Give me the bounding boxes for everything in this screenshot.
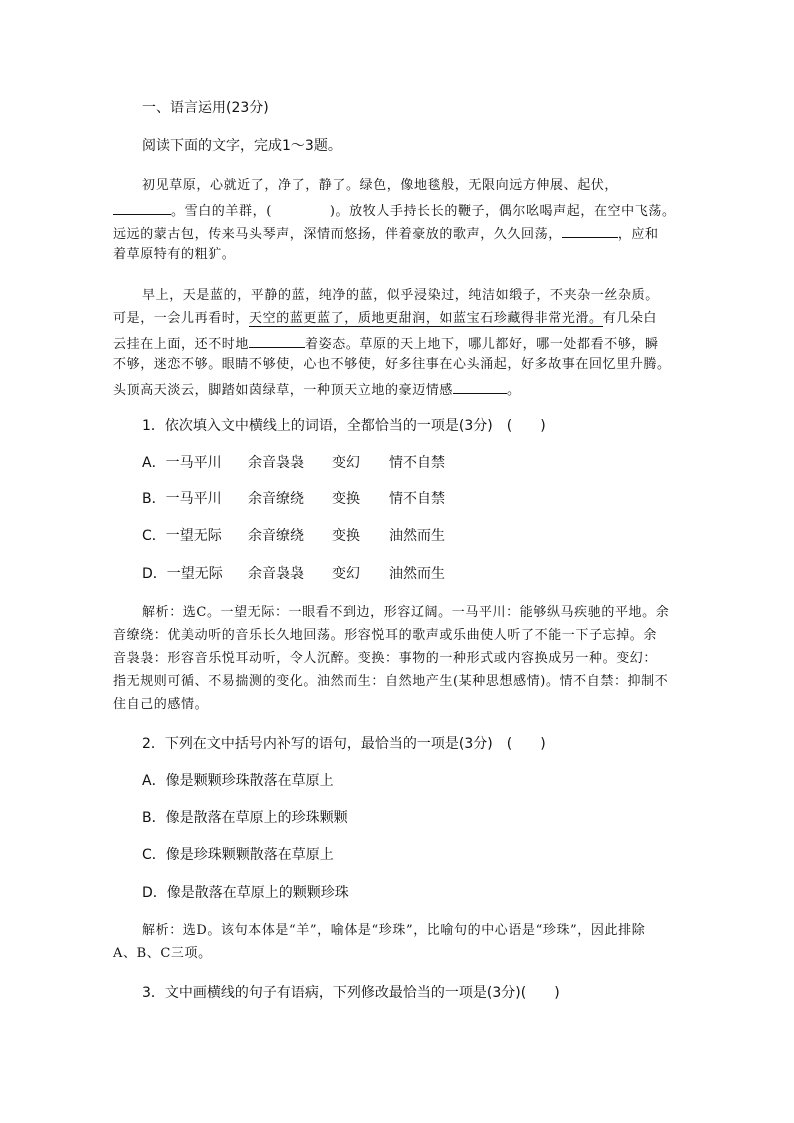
analysis-line: A、B、C三项。 [113, 946, 212, 961]
passage-text: 头顶高天淡云，脚踏如茵绿草，一种顶天立地的豪迈情感 [113, 383, 454, 398]
question-2-stem: 2．下列在文中括号内补写的语句，最恰当的一项是(3分) ( ) [142, 736, 546, 752]
passage-line: 初见草原，心就近了，净了，静了。绿色，像地毯般，无限向远方伸展、起伏， [142, 178, 619, 193]
q2-option-d: D．像是散落在草原上的颗颗珍珠 [142, 885, 349, 901]
option-word: 余音缭绕 [248, 491, 304, 507]
passage-line [113, 335, 659, 351]
option-word: 余音袅袅 [248, 455, 304, 471]
question-1-stem: 1．依次填入文中横线上的词语，全都恰当的一项是(3分) ( ) [142, 418, 546, 434]
passage-line: 不够，迷恋不够。眼睛不够使，心也不够使，好多往事在心头涌起，好多故事在回忆里升腾。 [113, 357, 671, 372]
option-word: 一马平川 [165, 455, 222, 471]
passage-text: 可是，一会儿再看时， [113, 311, 250, 326]
option-word: 情不自禁 [389, 491, 445, 507]
passage-text: )。放牧人手持长长的鞭子，偶尔吆喝声起，在空中飞荡。 [329, 204, 676, 219]
option-label: B． [142, 491, 166, 507]
option-word: 变换 [332, 528, 360, 544]
option-word: 情不自禁 [389, 455, 445, 471]
q2-option-c: C．像是珍珠颗颗散落在草原上 [142, 847, 334, 863]
option-label: D． [142, 566, 167, 582]
option-word: 余音袅袅 [248, 566, 304, 582]
passage-text: 远远的蒙古包，传来马头琴声，深情而悠扬，伴着豪放的歌声，久久回荡， [113, 227, 562, 242]
q1-option-a [142, 456, 222, 470]
underlined-sentence: 天空的蓝更蓝了，质地更甜润，如蓝宝石珍藏得非常光滑。 [249, 311, 603, 326]
passage-line [113, 202, 676, 218]
fill-blank [113, 202, 171, 215]
option-word: 一望无际 [166, 566, 223, 582]
option-word: 油然而生 [389, 566, 445, 582]
analysis-line: 指无规则可循、不易揣测的变化。油然而生：自然地产生(某种思想感情)。情不自禁：抑制不 [113, 674, 669, 689]
instruction: 阅读下面的文字，完成1～3题。 [142, 138, 342, 154]
option-word: 变换 [332, 491, 360, 507]
passage-line: 早上，天是蓝的，平静的蓝，纯净的蓝，似乎浸染过，纯洁如缎子，不夹杂一丝杂质。 [142, 288, 659, 303]
q1-option-d [142, 567, 223, 581]
analysis-line: 解析：选C。一望无际：一眼看不到边，形容辽阔。一马平川：能够纵马疾驰的平地。余 [142, 605, 670, 620]
q1-option-c [142, 529, 222, 543]
passage-line [113, 312, 657, 325]
passage-text: 有几朵白 [602, 311, 658, 326]
analysis-line: 音缭绕：优美动听的音乐长久地回荡。形容悦耳的歌声或乐曲使人听了不能一下子忘掉。余 [113, 628, 658, 643]
option-word: 一望无际 [165, 528, 222, 544]
fill-blank [562, 225, 618, 238]
q2-option-a: A．像是颗颗珍珠散落在草原上 [142, 773, 334, 789]
option-word: 变幻 [332, 566, 360, 582]
analysis-line: 解析：选D。该句本体是“羊”，喻体是“珍珠”，比喻句的中心语是“珍珠”，因此排除 [142, 923, 646, 938]
option-word: 油然而生 [389, 528, 445, 544]
passage-line [113, 381, 521, 397]
passage-text: 云挂在上面，还不时地 [113, 337, 250, 352]
option-word: 一马平川 [165, 491, 222, 507]
option-label: A． [142, 455, 166, 471]
passage-text: ，应和 [617, 227, 659, 242]
question-3-stem: 3．文中画横线的句子有语病，下列修改最恰当的一项是(3分)( ) [142, 985, 560, 1001]
passage-text: 。 [507, 383, 521, 398]
passage-text: 着姿态。草原的天上地下，哪儿都好，哪一处都看不够，瞬 [305, 337, 659, 352]
fill-blank [249, 335, 305, 348]
analysis-line: 音袅袅：形容音乐悦耳动听，令人沉醉。变换：事物的一种形式或内容换成另一种。变幻： [113, 651, 658, 666]
q2-option-b: B．像是散落在草原上的珍珠颗颗 [142, 810, 348, 826]
section-title: 一、语言运用(23分) [142, 100, 269, 116]
passage-line [113, 225, 659, 241]
option-label: C． [142, 528, 166, 544]
option-word: 变幻 [332, 455, 360, 471]
q1-option-b [142, 492, 222, 506]
passage-line: 着草原特有的粗犷。 [113, 247, 236, 262]
option-word: 余音缭绕 [248, 528, 304, 544]
analysis-line: 住自己的感情。 [113, 697, 209, 712]
fill-blank [453, 381, 507, 394]
passage-text: 。雪白的羊群，( [171, 204, 272, 219]
